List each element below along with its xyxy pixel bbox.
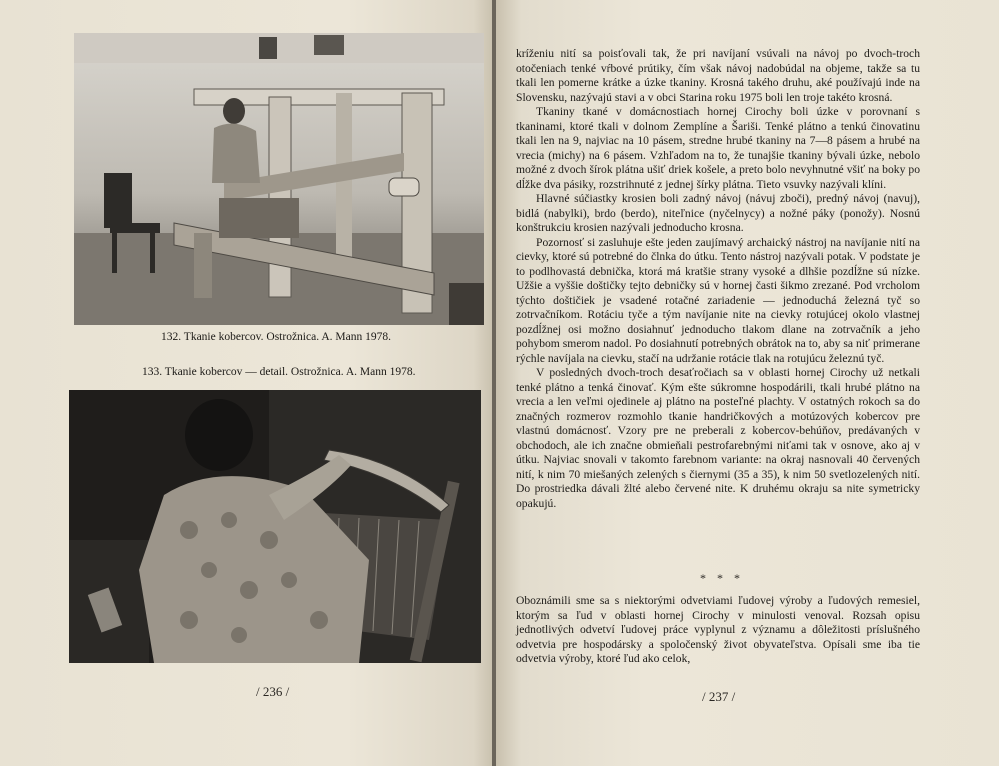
left-page [0, 0, 493, 766]
paragraph-1: kríženiu nití sa poisťovali tak, že pri navíjaní vsúvali na návoj po dvoch-troch otočeniach tenké vŕbové prútiky, čím však návoj nadobúdal na objeme, takže sa tu tkali len pomerne krátke a úzke tkaniny. Krosná takého druhu, aké používajú inde na Slovensku, nazývajú stavi a v obci Starina roku 1975 boli len troje takéto krosná. [516, 47, 920, 104]
photo-caption-133: 133. Tkanie kobercov — detail. Ostrožnica. A. Mann 1978. [142, 366, 416, 378]
section-separator: * * * [700, 571, 744, 585]
paragraph-4: Pozornosť si zasluhuje ešte jeden zaujímavý archaický nástroj na navíjanie nití na cievky, ktoré sú potrebné do člnka do útku. Tento nástroj nazývali potak. V podstate je to podlhovastá debnička, ktorá má kratšie strany vysoké a dlhšie pozdĺžne sú nízke. Užšie a vyššie doštičky tejto debničky sú v hornej časti šikmo zrezané. Pod vrcholom týchto doštičiek je vsadené rotačné zariadenie — jednoduchá železná tyč so zotrvačníkom. Rotáciu tyče a tým navíjanie nite na cievky rotujúcej okolo vlastnej pozdĺžnej osi možno dosiahnuť jednoducho tlakom dlane na zotrvačník a jeho pohybom smerom nadol. Po dosiahnutí potrebných obrátok na to, aby sa niť primerane rýchle navíjala na cievku, stačí na udržanie rotácie tlak na rotujúcu železnú tyč. [516, 235, 920, 365]
paragraph-5: V posledných dvoch-troch desaťročiach sa v oblasti hornej Cirochy už netkali tenké plátno a tenká činovať. Kým ešte súkromne hospodárili, tkali hrubé plátno na vrecia a len veľmi ojedinele aj plátno na posteľné plachty. V ostatných rokoch sa do značných rozmerov rozmohlo tkanie handričkových a motúzových kobercov pre vlastnú domácnosť. Vzory pre ne preberali z kobercov-behúňov, predávaných v obchodoch, ale ich značne obmieňali pestrofarebnými niťami tak v osnove, ako aj v útku. Najviac snovali v takomto farebnom variante: na okraj nasnovali 40 červených nití, k nim 70 miešaných zelených s čiernymi (35 a 35), k nim 50 svetlozelených nití. Do prostriedka dávali žlté alebo červené nite. K druhému okraju sa nite symetricky opakujú. [516, 366, 920, 510]
photo-loom-weaving [74, 33, 484, 325]
paragraph-3: Hlavné súčiastky krosien boli zadný návoj (návuj zboči), predný návoj (navuj), bidlá (nabylki), brdo (berdo), niteľnice (nyčelnycy) a nožné páky (ponožy). Nosnú konštrukciu krosien nazývali jednoducho krosna. [516, 192, 920, 234]
closing-text [516, 594, 920, 667]
photo-weaving-detail-image [69, 390, 481, 663]
photo-loom-weaving-image [74, 33, 484, 325]
photo-weaving-detail [69, 390, 481, 663]
paragraph-2: Tkaniny tkané v domácnostiach hornej Cirochy boli úzke v porovnaní s tkaninami, ktoré tkali v dolnom Zemplíne a Šariši. Tenké plátno a tenkú činovatinu tkali len na 9, najviac na 10 pásem, stredne hrubé tkaniny na 7—8 pásem a hrubé na vrecia (michy) na 6 pásem. Vzhľadom na to, že tunajšie tkaniny bývali úzke, nebolo možné z dvoch šírok plátna ušiť driek košele, a preto bolo nevyhnutné všiť na boky po dĺžke dva pásiky, rozstrihnuté z jednej šírky plátna. Tieto vsuvky nazývali klíni. [516, 105, 920, 191]
page-number-right: / 237 / [702, 689, 736, 704]
closing-paragraph: Oboznámili sme sa s niektorými odvetviami ľudovej výroby a ľudových remesiel, ktorým sa ľud v oblasti hornej Cirochy v minulosti venoval. Rozsah opisu jednotlivých odvetví ľudovej práce vyplynul z významu a dôležitosti príslušného odvetvia pre hospodársky a spoločenský život obyvateľstva. Opísali sme iba tie odvetvia výroby, ktoré ľud ako celok, [516, 594, 920, 665]
body-text [516, 47, 920, 511]
photo-caption-132: 132. Tkanie kobercov. Ostrožnica. A. Mann 1978. [161, 331, 391, 343]
page-number-left: / 236 / [256, 684, 290, 699]
